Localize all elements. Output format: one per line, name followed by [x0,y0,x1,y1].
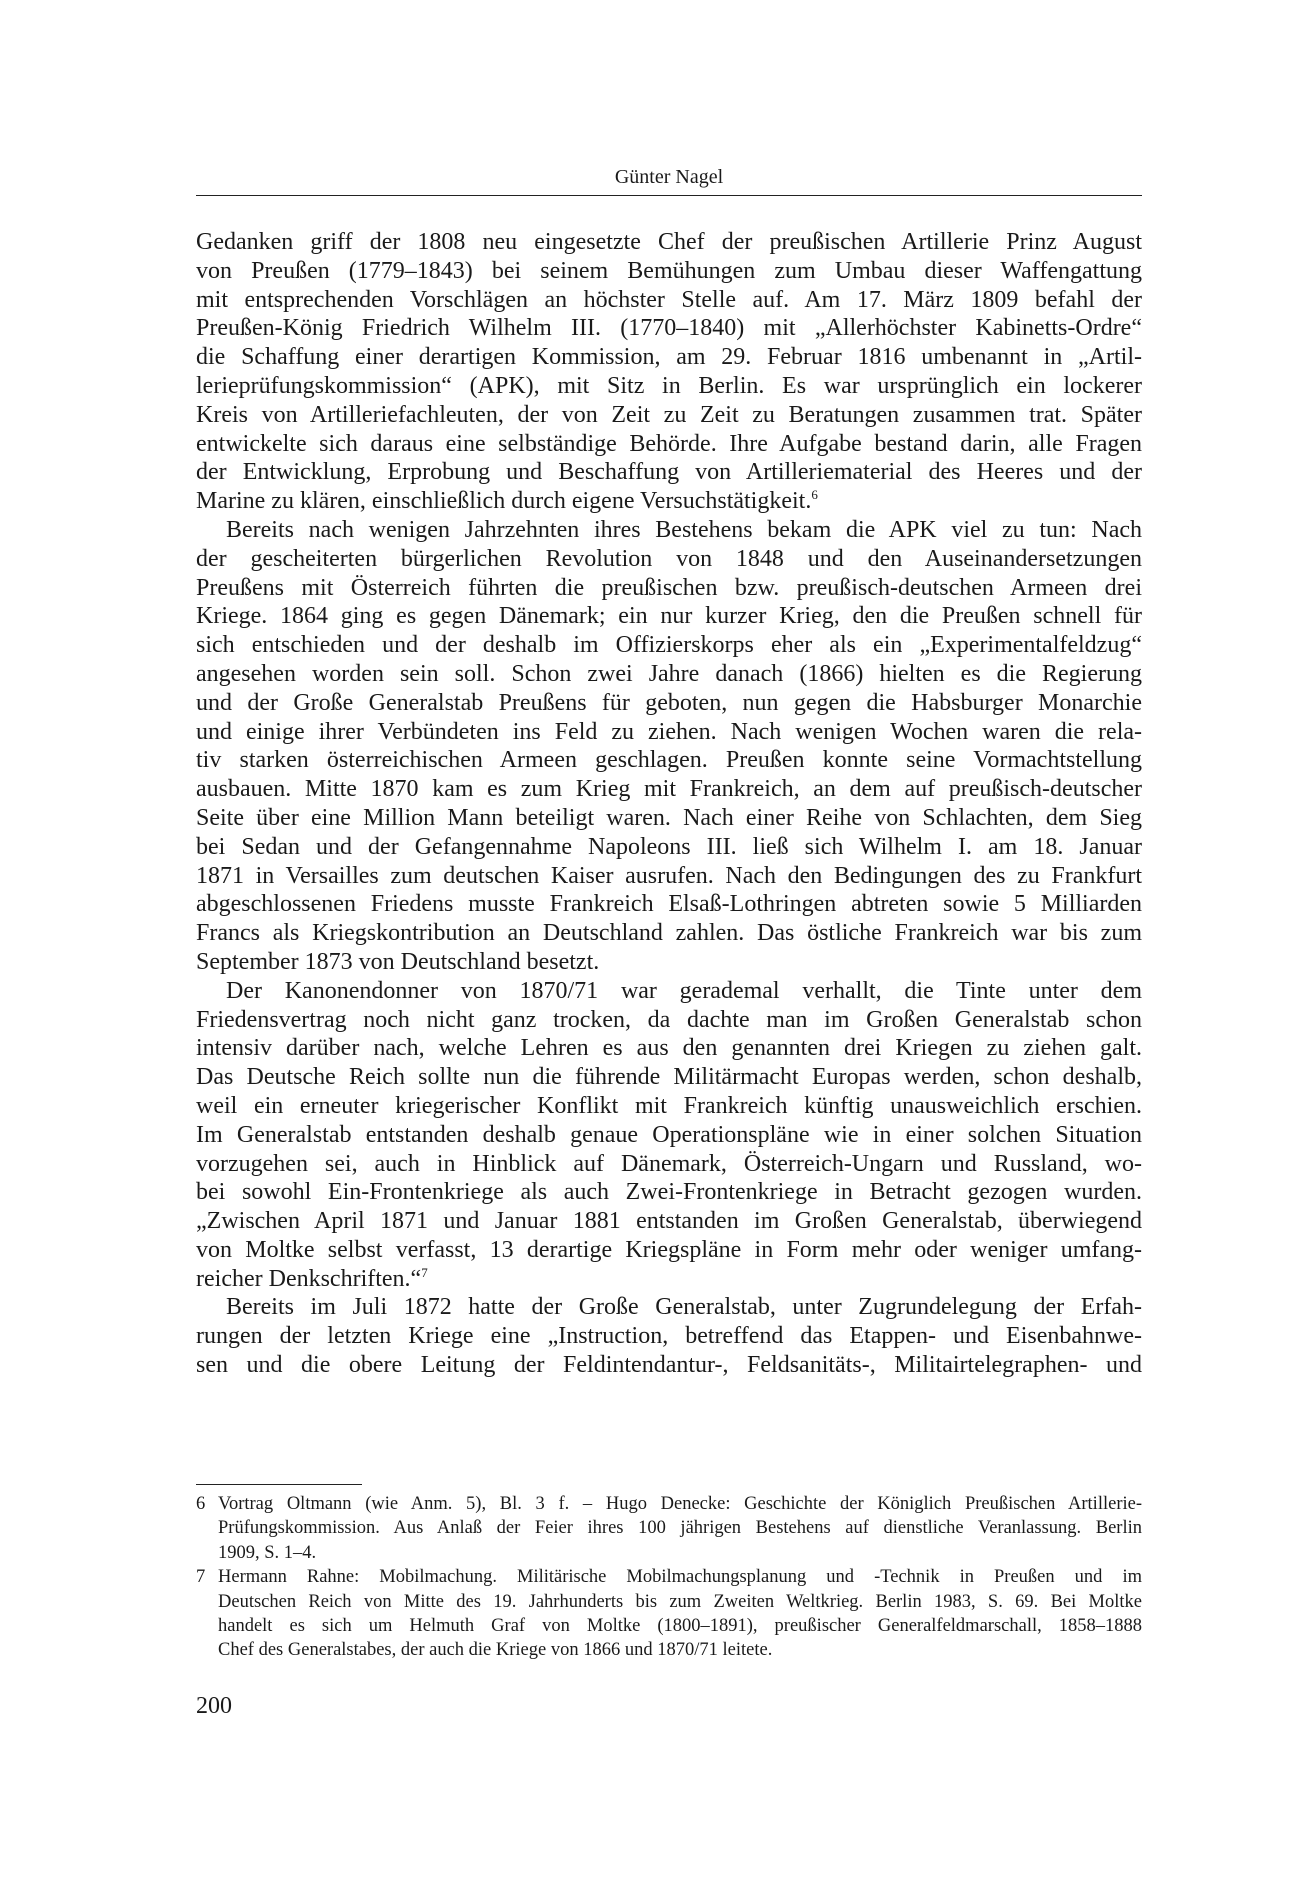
line-text: weil ein erneuter kriegerischer Konflikt mit Frankreich künftig unausweichlich erschien. [196,1092,1142,1119]
text-line [196,458,1142,487]
text-line [196,1121,1142,1150]
line-text: intensiv darüber nach, welche Lehren es aus den genannten drei Kriegen zu ziehen galt. [196,1035,1142,1062]
footnote [196,1565,1142,1663]
line-text: von Preußen (1779–1843) bei seinem Bemühungen zum Umbau dieser Waffengattung [196,257,1142,284]
text-line [196,487,1142,516]
text-line [196,1351,1142,1380]
footnote-line: 1909, S. 1–4. [218,1542,317,1563]
page-number: 200 [196,1693,232,1719]
line-text: entwickelte sich daraus eine selbständige Behörde. Ihre Aufgabe bestand darin, alle Fragen [196,430,1142,457]
text-line [196,977,1142,1006]
line-text: mit entsprechenden Vorschlägen an höchster Stelle auf. Am 17. März 1809 befahl der [196,286,1142,313]
text-line [196,574,1142,603]
footnote-line: Hermann Rahne: Mobilmachung. Militärische Mobilmachungsplanung und -Technik in Preußen und im [218,1567,1142,1588]
text-line [196,372,1142,401]
text-line [196,804,1142,833]
text-line [196,689,1142,718]
footnote-line: handelt es sich um Helmuth Graf von Moltke (1800–1891), preußischer Generalfeldmarschall, 1858–1888 [218,1615,1142,1636]
text-line [196,718,1142,747]
text-line [196,833,1142,862]
footnote-line: Prüfungskommission. Aus Anlaß der Feier ihres 100 jährigen Bestehens auf dienstliche Veranlassung. Berlin [218,1518,1142,1539]
text-line [196,660,1142,689]
line-text: tiv starken österreichischen Armeen geschlagen. Preußen konnte seine Vormachtstellung [196,747,1142,774]
header-rule [196,195,1142,196]
line-text: Preußen-König Friedrich Wilhelm III. (1770–1840) mit „Allerhöchster Kabinetts-Ordre“ [196,315,1142,342]
text-line [196,545,1142,574]
text-line [196,1092,1142,1121]
text-line [196,314,1142,343]
line-text: September 1873 von Deutschland besetzt. [196,948,600,975]
line-text: bei sowohl Ein-Frontenkriege als auch Zwei-Frontenkriege in Betracht gezogen wurden. [196,1179,1142,1206]
line-text: Der Kanonendonner von 1870/71 war gerademal verhallt, die Tinte unter dem [226,977,1142,1004]
text-line [196,343,1142,372]
footnote-number: 7 [196,1567,206,1588]
text-line [196,1063,1142,1092]
line-text: lerieprüfungskommission“ (APK), mit Sitz in Berlin. Es war ursprünglich ein lockerer [196,372,1142,399]
line-text: ausbauen. Mitte 1870 kam es zum Krieg mit Frankreich, an dem auf preußisch-deutscher [196,776,1142,803]
text-line [196,1178,1142,1207]
text-line [196,775,1142,804]
line-text: die Schaffung einer derartigen Kommission, am 29. Februar 1816 umbenannt in „Artil- [196,344,1142,371]
line-text: abgeschlossenen Friedens musste Frankreich Elsaß-Lothringen abtreten sowie 5 Milliarden [196,891,1142,918]
text-line [196,228,1142,257]
text-line [196,1265,1142,1294]
line-text: und der Große Generalstab Preußens für geboten, nun gegen die Habsburger Monarchie [196,689,1142,716]
paragraph [196,516,1142,977]
text-line [196,257,1142,286]
paragraph [196,977,1142,1294]
footnote-line: Chef des Generalstabes, der auch die Kriege von 1866 und 1870/71 leitete. [218,1640,773,1661]
footnote [196,1492,1142,1565]
text-line [196,1034,1142,1063]
text-line [196,631,1142,660]
text-line [196,746,1142,775]
line-text: Friedensvertrag noch nicht ganz trocken, da dachte man im Großen Generalstab schon [196,1006,1142,1033]
line-text: 1871 in Versailles zum deutschen Kaiser ausrufen. Nach den Bedingungen des zu Frankfurt [196,862,1142,889]
paragraph [196,228,1142,516]
text-line [196,1150,1142,1179]
footnote-rule [196,1484,362,1485]
text-line [196,1236,1142,1265]
line-text: und einige ihrer Verbündeten ins Feld zu ziehen. Nach wenigen Wochen waren die rela- [196,718,1142,745]
body-text [196,228,1142,1380]
footnote-marker[interactable]: 6 [811,487,818,503]
text-line [196,1207,1142,1236]
text-line [196,401,1142,430]
line-text: angesehen worden sein soll. Schon zwei Jahre danach (1866) hielten es die Regierung [196,660,1142,687]
text-line [196,919,1142,948]
text-line [196,1006,1142,1035]
line-text: Bereits im Juli 1872 hatte der Große Generalstab, unter Zugrundelegung der Erfah- [226,1294,1142,1321]
paragraph [196,1293,1142,1379]
line-text: sich entschieden und der deshalb im Offizierskorps eher als ein „Experimentalfeldzug“ [196,632,1142,659]
line-text: der Entwicklung, Erprobung und Beschaffung von Artilleriematerial des Heeres und der [196,459,1142,486]
line-text: Bereits nach wenigen Jahrzehnten ihres Bestehens bekam die APK viel zu tun: Nach [226,516,1142,543]
line-text: Preußens mit Österreich führten die preußischen bzw. preußisch-deutschen Armeen drei [196,574,1142,601]
text-line [196,1293,1142,1322]
line-text: Seite über eine Million Mann beteiligt waren. Nach einer Reihe von Schlachten, dem Sieg [196,804,1142,831]
line-text: Kriege. 1864 ging es gegen Dänemark; ein nur kurzer Krieg, den die Preußen schnell für [196,603,1142,630]
line-text: vorzugehen sei, auch in Hinblick auf Dänemark, Österreich-Ungarn und Russland, wo- [196,1150,1142,1177]
text-line [196,286,1142,315]
line-text: Das Deutsche Reich sollte nun die führende Militärmacht Europas werden, schon deshalb, [196,1064,1142,1091]
line-text: Gedanken griff der 1808 neu eingesetzte Chef der preußischen Artillerie Prinz August [196,229,1142,255]
line-text: von Moltke selbst verfasst, 13 derartige Kriegspläne in Form mehr oder weniger umfang- [196,1236,1142,1263]
footnote-marker[interactable]: 7 [421,1264,428,1280]
line-text: rungen der letzten Kriege eine „Instruction, betreffend das Etappen- und Eisenbahnwe- [196,1323,1142,1350]
line-text: Francs als Kriegskontribution an Deutschland zahlen. Das östliche Frankreich war bis zum [196,920,1142,947]
line-text: Marine zu klären, einschließlich durch eigene Versuchstätigkeit. [196,488,812,515]
footnote-line: Vortrag Oltmann (wie Anm. 5), Bl. 3 f. – Hugo Denecke: Geschichte der Königlich Preußischen Artillerie- [218,1494,1142,1514]
footnote-number: 6 [196,1494,206,1514]
footnotes [196,1492,1142,1663]
text-line [196,602,1142,631]
text-line [196,948,1142,977]
line-text: bei Sedan und der Gefangennahme Napoleons III. ließ sich Wilhelm I. am 18. Januar [196,833,1142,860]
text-line [196,1322,1142,1351]
line-text: „Zwischen April 1871 und Januar 1881 entstanden im Großen Generalstab, überwiegend [196,1208,1142,1235]
running-head: Günter Nagel [614,166,724,188]
line-text: sen und die obere Leitung der Feldintendantur-, Feldsanitäts-, Militairtelegraphen- und [196,1352,1142,1379]
footnote-line: Deutschen Reich von Mitte des 19. Jahrhunderts bis zum Zweiten Weltkrieg. Berlin 1983, S. 69. Bei Moltke [218,1591,1142,1612]
line-text: Kreis von Artilleriefachleuten, der von Zeit zu Zeit zu Beratungen zusammen trat. Später [196,401,1142,428]
text-line [196,430,1142,459]
text-line [196,862,1142,891]
line-text: der gescheiterten bürgerlichen Revolution von 1848 und den Auseinandersetzungen [196,545,1142,572]
text-line [196,516,1142,545]
line-text: Im Generalstab entstanden deshalb genaue Operationspläne wie in einer solchen Situation [196,1121,1142,1148]
text-line [196,890,1142,919]
line-text: reicher Denkschriften.“ [196,1265,422,1292]
